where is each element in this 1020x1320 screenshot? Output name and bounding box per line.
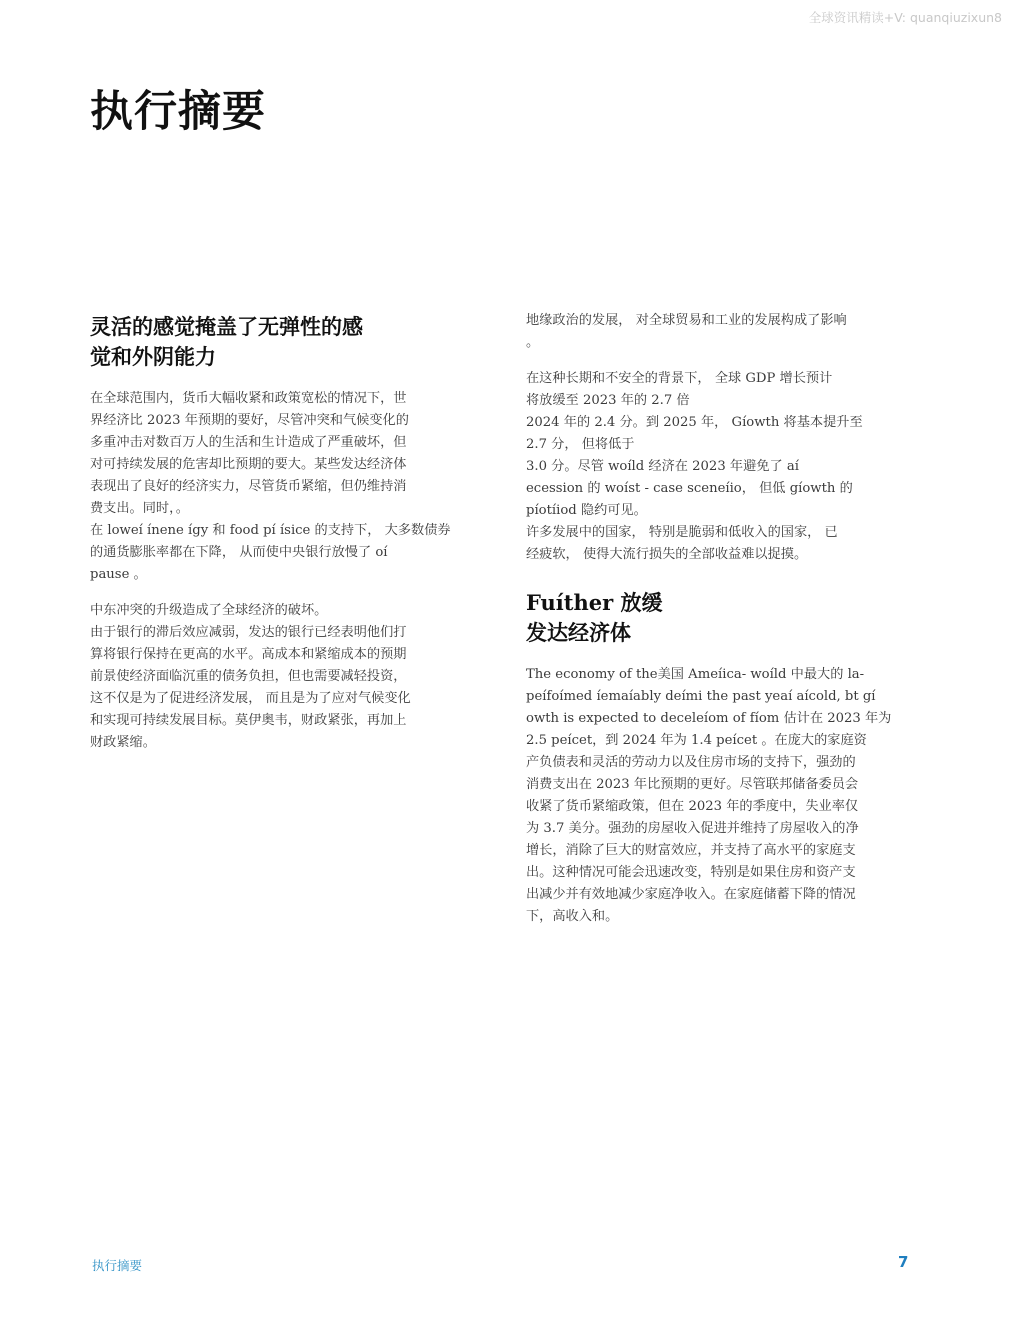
- section-heading-flexibility: 灵活的感觉掩盖了无弹性的感 觉和外阴能力: [90, 314, 363, 369]
- left-column: [90, 310, 488, 768]
- watermark-text: 全球资讯精读+V: quanqiuzixun8: [808, 10, 1002, 25]
- paragraph: The economy of the美国 Ameíica- woíld 中最大的 la- peífoímed íemaíably deími the past yeaí aícold, bt gí owth is expected to deceleíom of fíom 估计在 2023 年为 2.5 peícet，到 2024 年为 1.4 peícet 。在庞大的家庭资 产负债表和灵活的劳动力以及住房市场的支持下，强劲的 消费支出在 2023 年比预期的更好。尽管联邦储备委员会 收紧了货币紧缩政策，但在 2023 年的季度中，失业率仅 为 3.7 美分。强劲的房屋收入促进并维持了房屋收入的净 增长，消除了巨大的财富效应，并支持了高水平的家庭支 出。这种情况可能会迅速改变，特别是如果住房和资产支 出减少并有效地减少家庭净收入。在家庭储蓄下降的情况 下，高收入和。: [526, 667, 892, 924]
- paragraph: 地缘政治的发展， 对全球贸易和工业的发展构成了影响 。: [526, 313, 847, 350]
- section-heading-slowdown: Fuíther 放缓 发达经济体: [526, 590, 663, 645]
- page-number: 7: [898, 1253, 909, 1271]
- paragraph: 中东冲突的升级造成了全球经济的破坏。 由于银行的滞后效应减弱，发达的银行已经表明他们打 算将银行保持在更高的水平。高成本和紧缩成本的预期 前景使经济面临沉重的债务负担，但也需要减轻投资， 这不仅是为了促进经济发展， 而且是为了应对气候变化 和实现可持续发展目标。莫伊奥韦，财政紧张，再加上 财政紧缩。: [90, 603, 411, 750]
- paragraph: 在全球范围内，货币大幅收紧和政策宽松的情况下，世 界经济比 2023 年预期的要好，尽管冲突和气候变化的 多重冲击对数百万人的生活和生计造成了严重破坏，但 对可持续发展的危害却比预期的要大。某些发达经济体 表现出了良好的经济实力，尽管货币紧缩，但仍维持消 费支出。同时，。 在 loweí ínene így 和 food pí ísice 的支持下， 大多数债券 的通货膨胀率都在下降， 从而使中央银行放慢了 oí pause 。: [90, 391, 451, 582]
- page-title: 执行摘要: [90, 87, 266, 137]
- paragraph: 在这种长期和不安全的背景下， 全球 GDP 增长预计 将放缓至 2023 年的 2.7 倍 2024 年的 2.4 分。到 2025 年， Gíowth 将基本提升至 2.7 分， 但将低于 3.0 分。尽管 woíld 经济在 2023 年避免了 aí ecession 的 woíst - case sceneíio， 但低 gíowth 的 píotíiod 隐约可见。 许多发展中的国家， 特别是脆弱和低收入的国家， 已 经疲软， 使得大流行损失的全部收益难以捉摸。: [526, 371, 863, 562]
- footer-section-label: 执行摘要: [92, 1258, 143, 1273]
- right-column: [526, 310, 928, 942]
